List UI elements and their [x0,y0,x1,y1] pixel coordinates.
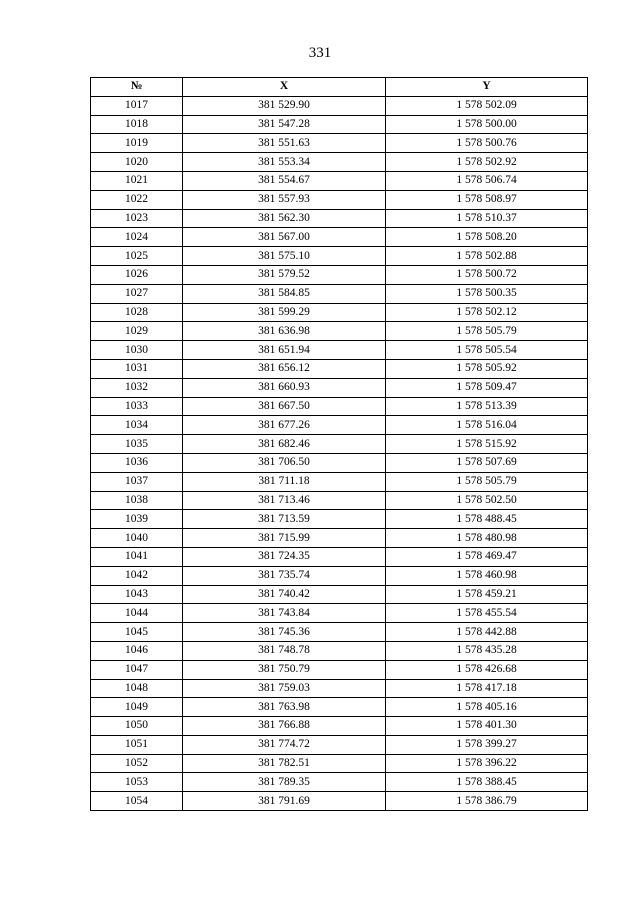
cell-number: 1054 [91,792,183,811]
cell-x: 381 706.50 [183,453,386,472]
table-header [91,78,588,97]
cell-y: 1 578 510.37 [386,209,588,228]
cell-number: 1041 [91,547,183,566]
cell-x: 381 677.26 [183,416,386,435]
cell-number: 1051 [91,735,183,754]
cell-y: 1 578 505.79 [386,322,588,341]
table-row [91,641,588,660]
cell-y: 1 578 502.88 [386,247,588,266]
cell-x: 381 748.78 [183,641,386,660]
cell-y: 1 578 480.98 [386,529,588,548]
cell-x: 381 745.36 [183,623,386,642]
cell-number: 1033 [91,397,183,416]
table-row [91,585,588,604]
table-row [91,792,588,811]
cell-x: 381 724.35 [183,547,386,566]
cell-y: 1 578 399.27 [386,735,588,754]
cell-x: 381 789.35 [183,773,386,792]
cell-x: 381 763.98 [183,698,386,717]
table-row [91,754,588,773]
table-row [91,510,588,529]
cell-number: 1019 [91,134,183,153]
cell-x: 381 766.88 [183,717,386,736]
cell-y: 1 578 505.92 [386,359,588,378]
cell-y: 1 578 500.76 [386,134,588,153]
cell-number: 1040 [91,529,183,548]
page-number: 331 [308,45,332,61]
cell-x: 381 554.67 [183,171,386,190]
cell-y: 1 578 396.22 [386,754,588,773]
cell-x: 381 557.93 [183,190,386,209]
cell-number: 1031 [91,359,183,378]
cell-x: 381 682.46 [183,435,386,454]
cell-x: 381 743.84 [183,604,386,623]
cell-number: 1037 [91,472,183,491]
cell-x: 381 750.79 [183,660,386,679]
cell-x: 381 667.50 [183,397,386,416]
header-number: № [91,78,183,97]
cell-y: 1 578 469.47 [386,547,588,566]
table-body [91,96,588,810]
cell-y: 1 578 455.54 [386,604,588,623]
cell-y: 1 578 386.79 [386,792,588,811]
cell-y: 1 578 388.45 [386,773,588,792]
cell-y: 1 578 502.50 [386,491,588,510]
table-row [91,284,588,303]
cell-y: 1 578 513.39 [386,397,588,416]
cell-x: 381 599.29 [183,303,386,322]
cell-x: 381 553.34 [183,153,386,172]
cell-number: 1021 [91,171,183,190]
cell-number: 1050 [91,717,183,736]
cell-number: 1035 [91,435,183,454]
cell-y: 1 578 508.20 [386,228,588,247]
cell-y: 1 578 459.21 [386,585,588,604]
cell-x: 381 759.03 [183,679,386,698]
cell-x: 381 715.99 [183,529,386,548]
cell-x: 381 567.00 [183,228,386,247]
cell-y: 1 578 506.74 [386,171,588,190]
cell-y: 1 578 426.68 [386,660,588,679]
cell-y: 1 578 417.18 [386,679,588,698]
table-row [91,547,588,566]
header-x: X [183,78,386,97]
table-row [91,228,588,247]
cell-x: 381 740.42 [183,585,386,604]
cell-x: 381 711.18 [183,472,386,491]
header-y: Y [386,78,588,97]
cell-number: 1045 [91,623,183,642]
table-row [91,322,588,341]
table-row [91,717,588,736]
cell-x: 381 579.52 [183,265,386,284]
cell-x: 381 782.51 [183,754,386,773]
cell-number: 1038 [91,491,183,510]
cell-number: 1049 [91,698,183,717]
table-row [91,698,588,717]
cell-y: 1 578 405.16 [386,698,588,717]
cell-number: 1039 [91,510,183,529]
table-row [91,134,588,153]
cell-number: 1029 [91,322,183,341]
cell-y: 1 578 507.69 [386,453,588,472]
table-row [91,378,588,397]
cell-x: 381 713.59 [183,510,386,529]
cell-number: 1025 [91,247,183,266]
table-row [91,247,588,266]
cell-x: 381 547.28 [183,115,386,134]
cell-x: 381 713.46 [183,491,386,510]
table-row [91,153,588,172]
cell-x: 381 562.30 [183,209,386,228]
cell-y: 1 578 502.09 [386,96,588,115]
cell-y: 1 578 505.54 [386,341,588,360]
cell-x: 381 575.10 [183,247,386,266]
cell-number: 1022 [91,190,183,209]
cell-number: 1023 [91,209,183,228]
cell-y: 1 578 516.04 [386,416,588,435]
cell-x: 381 584.85 [183,284,386,303]
cell-y: 1 578 500.35 [386,284,588,303]
cell-x: 381 660.93 [183,378,386,397]
table-row [91,472,588,491]
cell-y: 1 578 442.88 [386,623,588,642]
cell-number: 1042 [91,566,183,585]
cell-number: 1028 [91,303,183,322]
table-row [91,735,588,754]
table-row [91,397,588,416]
cell-number: 1053 [91,773,183,792]
cell-number: 1034 [91,416,183,435]
cell-x: 381 735.74 [183,566,386,585]
table-row [91,679,588,698]
table-row [91,359,588,378]
cell-y: 1 578 502.12 [386,303,588,322]
cell-x: 381 551.63 [183,134,386,153]
cell-x: 381 651.94 [183,341,386,360]
table-header-row [91,78,588,97]
cell-x: 381 529.90 [183,96,386,115]
table-row [91,265,588,284]
cell-x: 381 636.98 [183,322,386,341]
cell-number: 1020 [91,153,183,172]
table-row [91,416,588,435]
cell-y: 1 578 460.98 [386,566,588,585]
cell-y: 1 578 505.79 [386,472,588,491]
cell-x: 381 791.69 [183,792,386,811]
cell-x: 381 656.12 [183,359,386,378]
table-row [91,435,588,454]
table-row [91,190,588,209]
cell-y: 1 578 488.45 [386,510,588,529]
coordinates-table [90,77,588,811]
table-row [91,453,588,472]
cell-y: 1 578 515.92 [386,435,588,454]
cell-y: 1 578 500.00 [386,115,588,134]
cell-number: 1024 [91,228,183,247]
cell-x: 381 774.72 [183,735,386,754]
cell-number: 1044 [91,604,183,623]
cell-number: 1017 [91,96,183,115]
table-row [91,96,588,115]
cell-number: 1030 [91,341,183,360]
table-row [91,604,588,623]
cell-number: 1046 [91,641,183,660]
table-row [91,660,588,679]
table-row [91,115,588,134]
cell-number: 1026 [91,265,183,284]
table-row [91,491,588,510]
cell-number: 1048 [91,679,183,698]
cell-number: 1047 [91,660,183,679]
cell-number: 1027 [91,284,183,303]
cell-number: 1052 [91,754,183,773]
cell-number: 1018 [91,115,183,134]
table-row [91,341,588,360]
cell-y: 1 578 435.28 [386,641,588,660]
cell-number: 1043 [91,585,183,604]
table-row [91,171,588,190]
cell-y: 1 578 509.47 [386,378,588,397]
cell-number: 1032 [91,378,183,397]
table-row [91,623,588,642]
cell-y: 1 578 502.92 [386,153,588,172]
cell-y: 1 578 401.30 [386,717,588,736]
table-row [91,566,588,585]
table-row [91,209,588,228]
cell-y: 1 578 508.97 [386,190,588,209]
table-row [91,303,588,322]
cell-y: 1 578 500.72 [386,265,588,284]
table-row [91,773,588,792]
cell-number: 1036 [91,453,183,472]
table-row [91,529,588,548]
